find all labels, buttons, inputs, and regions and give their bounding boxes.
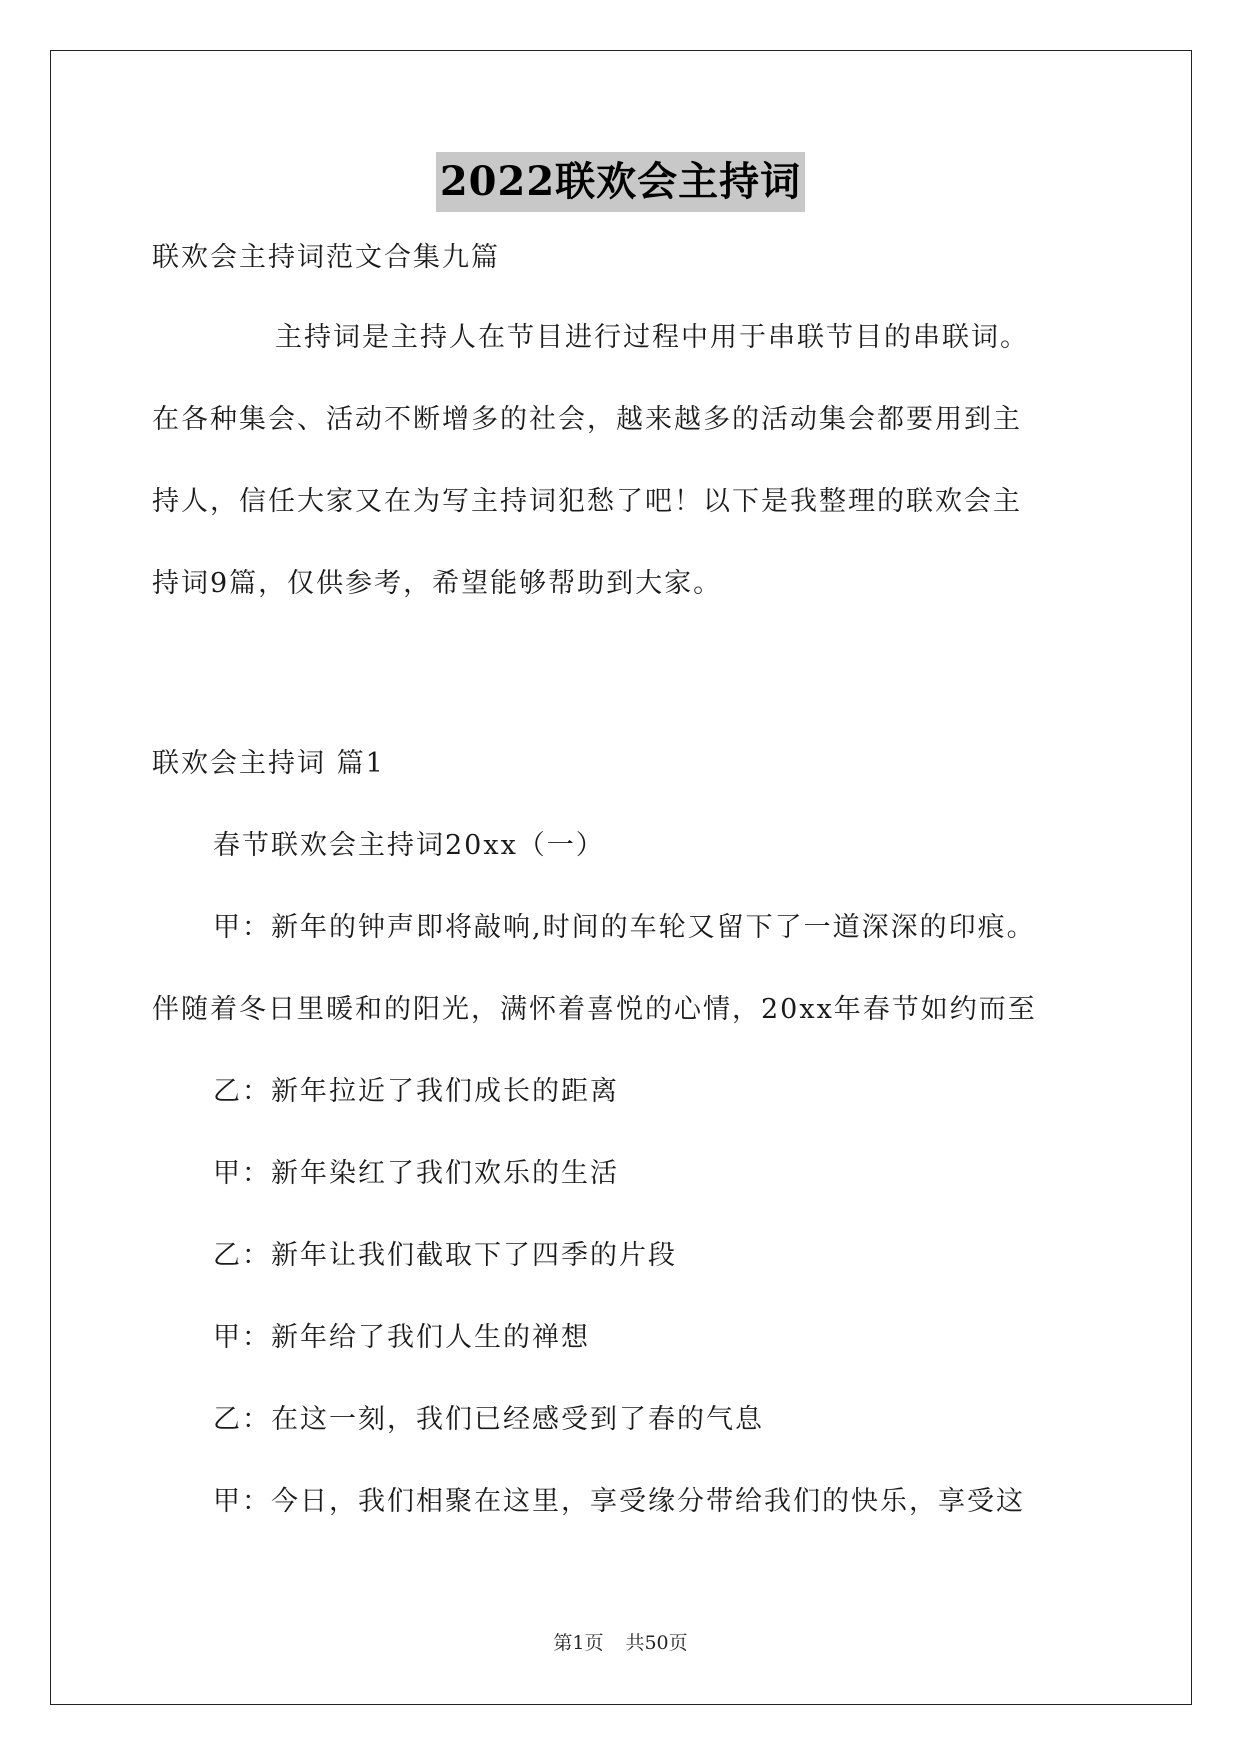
page-total: 共50页 xyxy=(625,1632,688,1654)
intro-line-3: 持人，信任大家又在为写主持词犯愁了吧！以下是我整理的联欢会主 xyxy=(152,486,1022,517)
dialogue-line-1-cont: 伴随着冬日里暖和的阳光，满怀着喜悦的心情，20xx年春节如约而至 xyxy=(152,994,1037,1025)
dialogue-line-4: 乙：新年让我们截取下了四季的片段 xyxy=(213,1240,677,1271)
document-title: 2022联欢会主持词 xyxy=(436,152,805,212)
dialogue-line-6: 乙：在这一刻，我们已经感受到了春的气息 xyxy=(213,1404,764,1435)
subsection-heading: 春节联欢会主持词20xx（一） xyxy=(213,830,605,861)
dialogue-line-7: 甲：今日，我们相聚在这里，享受缘分带给我们的快乐，享受这 xyxy=(213,1486,1025,1517)
dialogue-line-1: 甲：新年的钟声即将敲响,时间的车轮又留下了一道深深的印痕。 xyxy=(213,912,1036,943)
subtitle-line: 联欢会主持词范文合集九篇 xyxy=(152,242,500,273)
page-border xyxy=(50,50,1192,1705)
intro-line-4: 持词9篇，仅供参考，希望能够帮助到大家。 xyxy=(152,568,723,599)
title-wrap xyxy=(0,152,1241,212)
section-heading: 联欢会主持词 篇1 xyxy=(152,748,385,779)
intro-line-2: 在各种集会、活动不断增多的社会，越来越多的活动集会都要用到主 xyxy=(152,404,1022,435)
intro-line-1: 主持词是主持人在节目进行过程中用于串联节目的串联词。 xyxy=(275,322,1029,353)
dialogue-line-3: 甲：新年染红了我们欢乐的生活 xyxy=(213,1158,619,1189)
dialogue-line-5: 甲：新年给了我们人生的禅想 xyxy=(213,1322,590,1353)
dialogue-line-2: 乙：新年拉近了我们成长的距离 xyxy=(213,1076,619,1107)
page-footer xyxy=(0,1630,1241,1656)
page-number: 第1页 xyxy=(553,1632,604,1654)
